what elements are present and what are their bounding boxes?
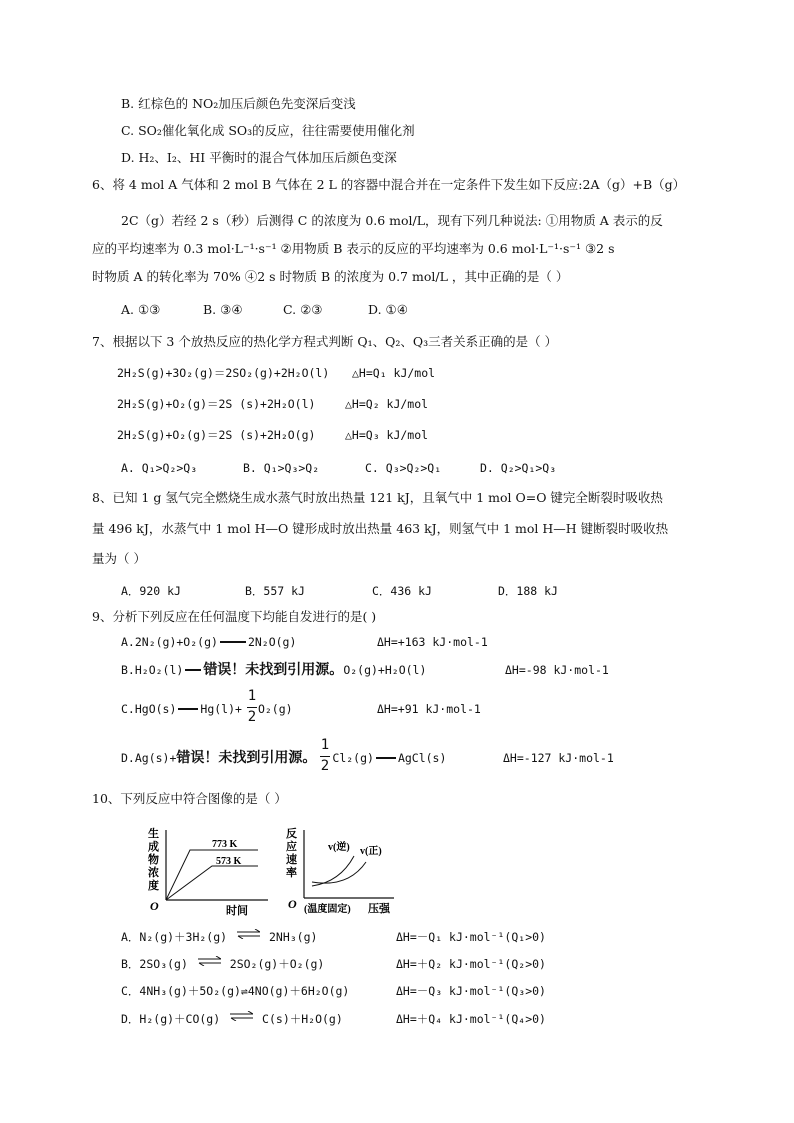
q9-d-error-text: 错误！未找到引用源。 [176, 750, 317, 766]
q9-b-error-text: 错误！未找到引用源。 [203, 662, 344, 678]
graph1-xlabel: 时间 [226, 905, 248, 917]
q7-enthalpy-2: △H=Q₂ kJ/mol [345, 397, 429, 411]
reaction-line-icon [376, 757, 396, 759]
q9-c-oxygen: O₂(g) [257, 702, 293, 716]
q9-d-products: AgCl(s) [397, 751, 447, 765]
q9-c-products: Hg(l)+ [200, 702, 242, 716]
q6-option-a: A. ①③ [121, 302, 161, 317]
q9-d-chlorine: Cl₂(g) [332, 751, 374, 765]
graph2-curve-reverse [312, 856, 354, 886]
q7-equation-3: 2H₂S(g)+O₂(g)＝2S (s)+2H₂O(g) [117, 428, 316, 442]
q9-d-fraction-numerator: 1 [320, 737, 330, 753]
q6-option-d: D. ①④ [368, 302, 408, 317]
q7-option-c: C. Q₃>Q₂>Q₁ [365, 461, 442, 475]
q8-stem-line1: 8、已知 1 g 氢气完全燃烧生成水蒸气时放出热量 121 kJ，且氧气中 1 mol O=O 键完全断裂时吸收热 [92, 490, 663, 505]
graph2-ylabel-4: 率 [286, 867, 297, 879]
q10-a-enthalpy: ΔH=－Q₁ kJ·mol⁻¹(Q₁>0) [396, 930, 546, 944]
q9-option-d [121, 749, 446, 767]
graph1-origin: O [150, 899, 159, 913]
equilibrium-arrow-icon [236, 929, 260, 939]
q7-option-d: D. Q₂>Q₁>Q₃ [480, 461, 557, 475]
q10-option-d [121, 1010, 343, 1028]
q9-option-a [121, 633, 296, 651]
q9-a-reactants: A.2N₂(g)+O₂(g) [121, 635, 218, 649]
q9-c-enthalpy: ΔH=+91 kJ·mol-1 [377, 702, 481, 716]
q10-graph-concentration [140, 826, 280, 918]
q10-graph-rate [282, 826, 402, 918]
q7-stem: 7、根据以下 3 个放热反应的热化学方程式判断 Q₁、Q₂、Q₃三者关系正确的是（ ） [92, 334, 558, 349]
graph1-ylabel-2: 成 [148, 841, 159, 853]
q9-c-reactants: C.HgO(s) [121, 702, 177, 716]
q5-option-d: D. H₂、I₂、HI 平衡时的混合气体加压后颜色变深 [121, 150, 397, 165]
q9-d-fraction-bar [320, 756, 330, 757]
graph2-label-forward: v(正) [360, 846, 382, 857]
q9-c-fraction-numerator: 1 [247, 688, 257, 704]
q7-option-a: A. Q₁>Q₂>Q₃ [121, 461, 198, 475]
q6-stem-line3: 应的平均速率为 0.3 mol·L⁻¹·s⁻¹ ②用物质 B 表示的反应的平均速率为 0.6 mol·L⁻¹·s⁻¹ ③2 s [92, 241, 615, 256]
graph2-label-reverse: v(逆) [328, 842, 350, 853]
graph1-label-773k: 773 K [212, 839, 238, 850]
equilibrium-arrow-icon [197, 956, 221, 966]
q10-d-enthalpy: ΔH=＋Q₄ kJ·mol⁻¹(Q₄>0) [396, 1012, 546, 1026]
q5-option-c: C. SO₂催化氧化成 SO₃的反应，往往需要使用催化剂 [121, 123, 415, 138]
q7-equation-1: 2H₂S(g)+3O₂(g)＝2SO₂(g)+2H₂O(l) [117, 366, 330, 380]
equilibrium-arrow-icon [229, 1011, 253, 1021]
q6-option-c: C. ②③ [283, 302, 323, 317]
graph2-curve-forward [312, 862, 366, 883]
graph1-ylabel-3: 物 [148, 854, 159, 866]
q7-option-b: B. Q₁>Q₃>Q₂ [243, 461, 320, 475]
q7-equation-2: 2H₂S(g)+O₂(g)＝2S (s)+2H₂O(l) [117, 397, 316, 411]
graph2-ylabel-3: 速 [286, 854, 297, 866]
graph2-note: (温度固定) [304, 904, 351, 915]
q10-b-enthalpy: ΔH=＋Q₂ kJ·mol⁻¹(Q₂>0) [396, 957, 546, 971]
q6-stem-line4: 时物质 A 的转化率为 70% ④2 s 时物质 B 的浓度为 0.7 mol/L ，其中正确的是（ ） [92, 269, 569, 284]
reaction-line-icon [178, 708, 198, 710]
reaction-line-icon [185, 669, 201, 671]
graph2-ylabel-1: 反 [286, 828, 297, 840]
graph2-ylabel-2: 应 [286, 841, 297, 853]
q8-stem-line3: 量为（ ） [92, 551, 146, 566]
graph2-xlabel: 压强 [368, 903, 390, 915]
graph1-label-573k: 573 K [216, 856, 242, 867]
graph1-ylabel-1: 生 [148, 828, 159, 840]
q10-b-reactants: B．2SO₃(g) [121, 957, 188, 971]
q10-stem: 10、下列反应中符合图像的是（ ） [92, 791, 287, 806]
q10-d-products: C(s)＋H₂O(g) [262, 1012, 343, 1026]
q10-a-reactants: A．N₂(g)＋3H₂(g) [121, 930, 228, 944]
q9-a-enthalpy: ΔH=+163 kJ·mol-1 [377, 635, 488, 649]
q9-c-fraction-denominator: 2 [247, 709, 257, 725]
q8-option-b: B．557 kJ [245, 584, 305, 598]
q9-c-fraction-bar [247, 707, 257, 708]
graph1-ylabel-5: 度 [148, 880, 159, 892]
q10-c-enthalpy: ΔH=－Q₃ kJ·mol⁻¹(Q₃>0) [396, 984, 546, 998]
graph2-origin: O [288, 897, 297, 911]
q10-option-a [121, 928, 317, 946]
q9-d-enthalpy: ΔH=-127 kJ·mol-1 [503, 751, 614, 765]
reaction-line-icon [220, 641, 246, 643]
q10-option-c: C．4NH₃(g)＋5O₂(g)⇌4NO(g)＋6H₂O(g) [121, 984, 350, 998]
q10-d-reactants: D．H₂(g)＋CO(g) [121, 1012, 221, 1026]
q9-d-reactants: D.Ag(s)+ [121, 751, 177, 765]
q9-option-c [121, 700, 293, 718]
q9-option-b [121, 661, 426, 679]
q8-option-a: A．920 kJ [121, 584, 181, 598]
q10-a-products: 2NH₃(g) [268, 930, 318, 944]
q9-stem: 9、分析下列反应在任何温度下均能自发进行的是( ) [92, 609, 377, 624]
q8-option-c: C．436 kJ [372, 584, 432, 598]
q6-stem-line1: 6、将 4 mol A 气体和 2 mol B 气体在 2 L 的容器中混合并在一定条件下发生如下反应:2A（g）+B（g） [92, 177, 686, 192]
q10-b-products: 2SO₂(g)＋O₂(g) [229, 957, 325, 971]
q8-option-d: D．188 kJ [498, 584, 558, 598]
q6-option-b: B. ③④ [203, 302, 243, 317]
q6-stem-line2: 2C（g）若经 2 s（秒）后测得 C 的浓度为 0.6 mol/L，现有下列几种说法: ①用物质 A 表示的反 [121, 213, 663, 228]
q7-enthalpy-3: △H=Q₃ kJ/mol [345, 428, 429, 442]
q9-a-products: 2N₂O(g) [247, 635, 297, 649]
q5-option-b: B. 红棕色的 NO₂加压后颜色先变深后变浅 [121, 96, 356, 111]
graph1-curve-773k [166, 850, 258, 900]
q7-enthalpy-1: △H=Q₁ kJ/mol [352, 366, 436, 380]
q9-d-fraction-denominator: 2 [320, 758, 330, 774]
graph1-ylabel-4: 浓 [148, 867, 159, 879]
q9-b-products: O₂(g)+H₂O(l) [343, 663, 427, 677]
q8-stem-line2: 量 496 kJ，水蒸气中 1 mol H—O 键形成时放出热量 463 kJ，则氢气中 1 mol H—H 键断裂时吸收热 [92, 521, 669, 536]
q9-b-enthalpy: ΔH=-98 kJ·mol-1 [505, 663, 609, 677]
q9-b-reactants: B.H₂O₂(l) [121, 663, 184, 677]
q10-option-b [121, 955, 324, 973]
